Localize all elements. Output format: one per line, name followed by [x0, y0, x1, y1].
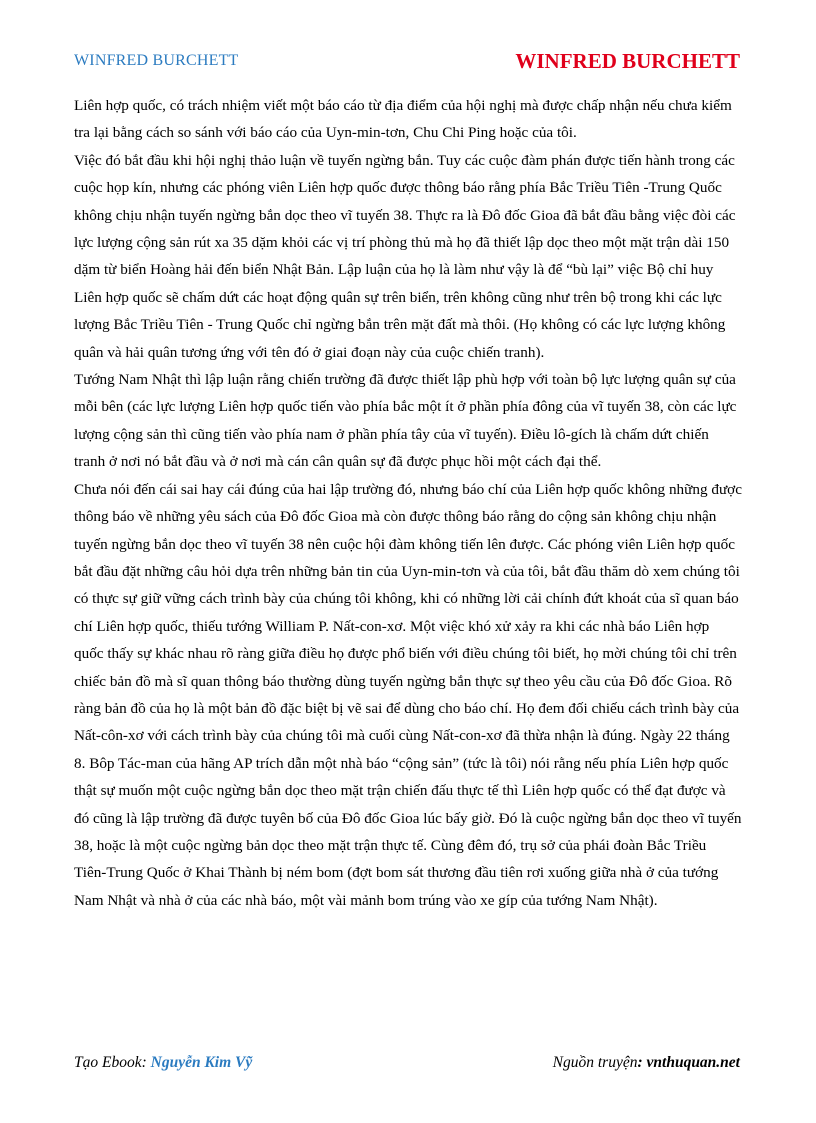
footer-source-credit — [553, 1054, 740, 1072]
body-text — [74, 92, 742, 914]
paragraph: Chưa nói đến cái sai hay cái đúng của hai lập trường đó, nhưng báo chí của Liên hợp quốc không những được thông báo về những yêu sách của Đô đốc Gioa mà còn được thông báo rằng do cộng sản không chịu nhận tuyến ngừng bắn dọc theo vĩ tuyến 38 nên cuộc hội đàm không tiến lên được. Các phóng viên Liên hợp quốc bắt đầu đặt những câu hỏi dựa trên những bản tin của Uyn-min-tơn và của tôi, bắt đầu thăm dò xem chúng tôi có thực sự giữ vững cách trình bày của chúng tôi không, khi có những lời cải chính đứt khoát của sĩ quan báo chí Liên hợp quốc, thiếu tướng William P. Nất-con-xơ. Một việc khó xử xảy ra khi các nhà báo Liên hợp quốc thấy sự khác nhau rõ ràng giữa điều họ được phổ biến với điều chúng tôi biết, họ mời chúng tôi chỉ trên chiếc bản đồ mà sĩ quan thông báo thường dùng tuyến ngừng bắn thực sự theo yêu cầu của Đô đốc Gioa. Rõ ràng bản đồ của họ là một bản đồ đặc biệt bị vẽ sai để dùng cho báo chí. Họ đem đối chiếu cách trình bày của Nất-côn-xơ với cách trình bày của chúng tôi mà cuối cùng Nất-con-xơ đã thừa nhận là đúng. Ngày 22 tháng 8. Bôp Tác-man của hãng AP trích dẫn một nhà báo “cộng sản” (tức là tôi) nói rằng nếu phía Liên hợp quốc thật sự muốn một cuộc ngừng bắn dọc theo mặt trận chiến đấu thực tế thì Liên hợp quốc có thể đạt được và đó cũng là lập trường đã được tuyên bố của Đô đốc Gioa lúc bấy giờ. Đó là cuộc ngừng bắn dọc theo vĩ tuyến 38, hoặc là một cuộc ngừng bản dọc theo mặt trận thực tế. Cùng đêm đó, trụ sở của phái đoàn Bắc Triều Tiên-Trung Quốc ở Khai Thành bị ném bom (đợt bom sát thương đầu tiên rơi xuống giữa nhà ở của tướng Nam Nhật và nhà ở của các nhà báo, một vài mảnh bom trúng vào xe gíp của tướng Nam Nhật). — [74, 480, 742, 909]
footer-ebook-separator: : — [141, 1054, 151, 1071]
footer-ebook-label: Tạo Ebook — [74, 1054, 142, 1071]
footer-source-site: vnthuquan.net — [646, 1054, 740, 1071]
footer-ebook-author: Nguyễn Kim Vỹ — [150, 1054, 253, 1071]
footer-ebook-credit — [74, 1054, 252, 1072]
paragraph: Liên hợp quốc, có trách nhiệm viết một báo cáo từ địa điểm của hội nghị mà được chấp nhận nếu chưa kiểm tra lại bằng cách so sánh với báo cáo của Uyn-min-tơn, Chu Chi Ping hoặc của tôi. — [74, 97, 732, 142]
header-author-right: WINFRED BURCHETT — [515, 49, 740, 73]
footer-source-label: Nguồn truyện — [552, 1054, 638, 1071]
paragraph: Việc đó bắt đầu khi hội nghị thảo luận về tuyến ngừng bắn. Tuy các cuộc đàm phán được tiến hành trong các cuộc họp kín, nhưng các phóng viên Liên hợp quốc được thông báo rằng phía Bắc Triều Tiên -Trung Quốc không chịu nhận tuyến ngừng bắn dọc theo vĩ tuyến 38. Thực ra là Đô đốc Gioa đã bắt đầu bằng việc đòi các lực lượng cộng sản rút xa 35 dặm khỏi các vị trí phòng thủ mà họ đã thiết lập dọc theo một mặt trận dài 150 dặm từ biển Hoàng hải đến biển Nhật Bản. Lập luận của họ là làm như vậy là để “bù lại” việc Bộ chỉ huy Liên hợp quốc sẽ chấm dứt các hoạt động quân sự trên biển, trên không cũng như trên bộ trong khi các lực lượng Bắc Triều Tiên - Trung Quốc chỉ ngừng bắn trên mặt đất mà thôi. (Họ không có các lực lượng không quân và hải quân tương ứng với tên đó ở giai đoạn này của cuộc chiến tranh). — [74, 151, 736, 361]
paragraph: Tướng Nam Nhật thì lập luận rằng chiến trường đã được thiết lập phù hợp với toàn bộ lực lượng quân sự của mỗi bên (các lực lượng Liên hợp quốc tiến vào phía bắc một ít ở phần phía đông của vĩ tuyến 38, còn các lực lượng cộng sản thì cũng tiến vào phía nam ở phần phía tây của vĩ tuyến). Điều lô-gích là chấm dứt chiến tranh ở nơi nó bắt đầu và ở nơi mà cán cân quân sự đã được phục hồi một cách đại thể. — [74, 371, 737, 471]
footer-source-separator: : — [637, 1054, 647, 1071]
header-author-left: WINFRED BURCHETT — [74, 52, 239, 69]
